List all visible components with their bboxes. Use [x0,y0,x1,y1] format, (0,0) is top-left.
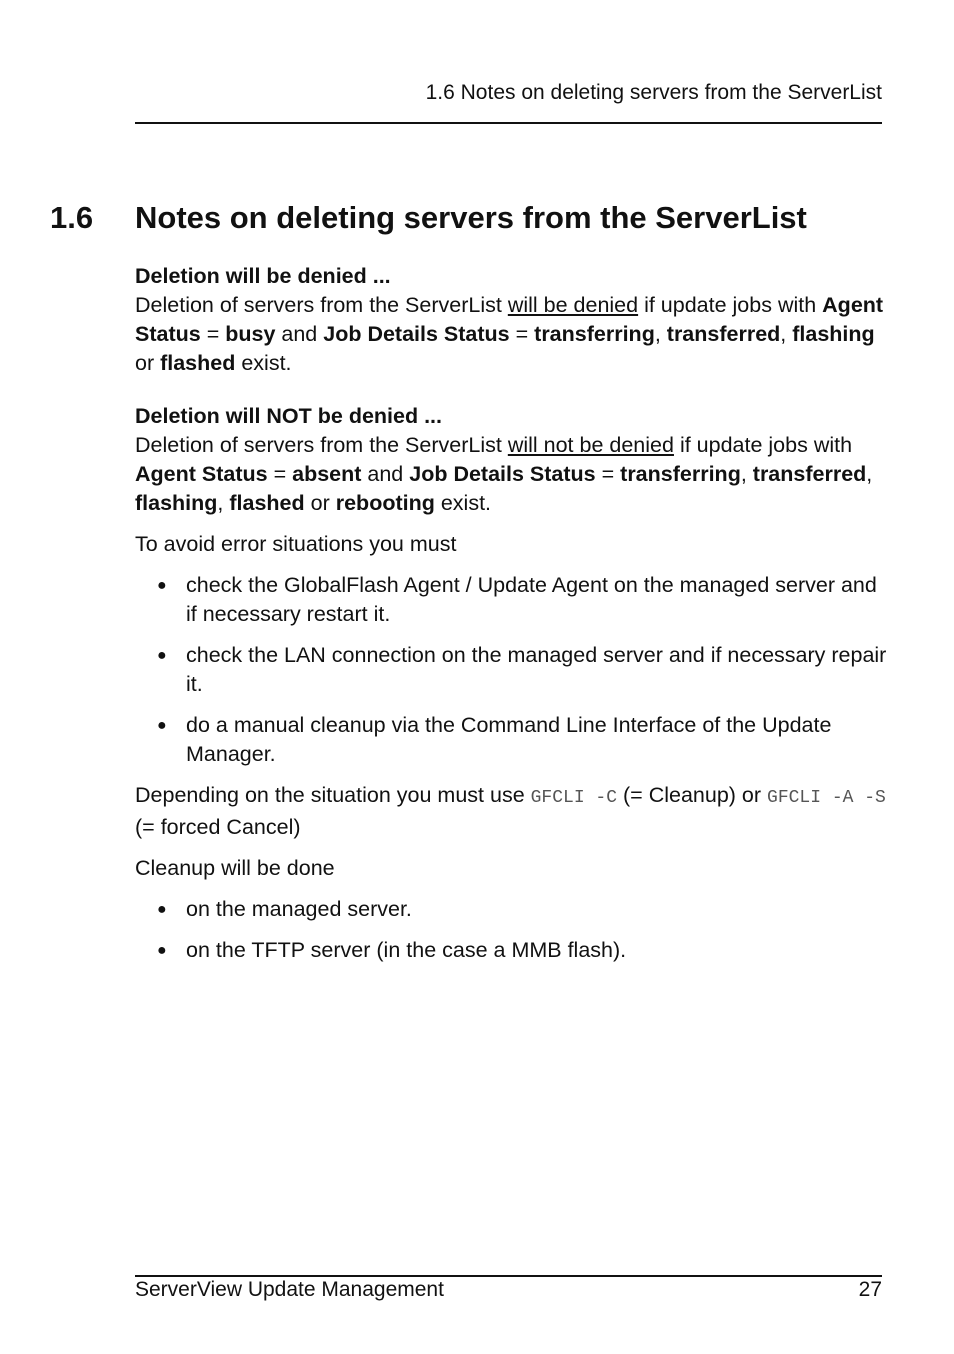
code-cancel: GFCLI -A -S [767,788,886,808]
footer-title: ServerView Update Management [135,1278,444,1301]
avoid-list [135,571,887,769]
content [135,262,887,977]
bullet-icon: ● [157,942,167,959]
running-header: 1.6 Notes on deleting servers from the ServerList [425,81,882,104]
denied-paragraph: Deletion of servers from the ServerList will be denied if update jobs with Agent Status = busy and Job Details Status = transferring, transferred, flashing or flashed exist. [135,293,884,375]
code-cleanup: GFCLI -C [530,788,618,808]
list-item: ● on the TFTP server (in the case a MMB flash). [135,936,887,965]
list-item: ● check the GlobalFlash Agent / Update Agent on the managed server and if necessary restart it. [157,573,877,626]
depending-paragraph: Depending on the situation you must use GFCLI -C (= Cleanup) or GFCLI -A -S (= forced Cancel) [135,783,886,839]
not-denied-heading: Deletion will NOT be denied ... [135,404,443,428]
bullet-icon: ● [157,647,167,664]
bullet-icon: ● [157,577,167,594]
cleanup-list [135,895,887,965]
header-rule [135,122,882,124]
section-number: 1.6 [50,200,94,235]
avoid-intro: To avoid error situations you must [135,532,457,556]
page-number: 27 [858,1278,882,1301]
denied-heading: Deletion will be denied ... [135,264,391,288]
section-title: Notes on deleting servers from the ServerList [135,200,807,235]
not-denied-paragraph: Deletion of servers from the ServerList will not be denied if update jobs with Agent Status = absent and Job Details Status = transferring, transferred, flashing, flashed or rebooting exist. [135,433,873,515]
list-item: ● on the managed server. [135,895,887,924]
list-item: ● check the LAN connection on the managed server and if necessary repair it. [157,643,887,696]
bullet-icon: ● [157,901,167,918]
list-item: ● do a manual cleanup via the Command Line Interface of the Update Manager. [157,713,832,766]
cleanup-intro: Cleanup will be done [135,856,335,880]
bullet-icon: ● [157,717,167,734]
